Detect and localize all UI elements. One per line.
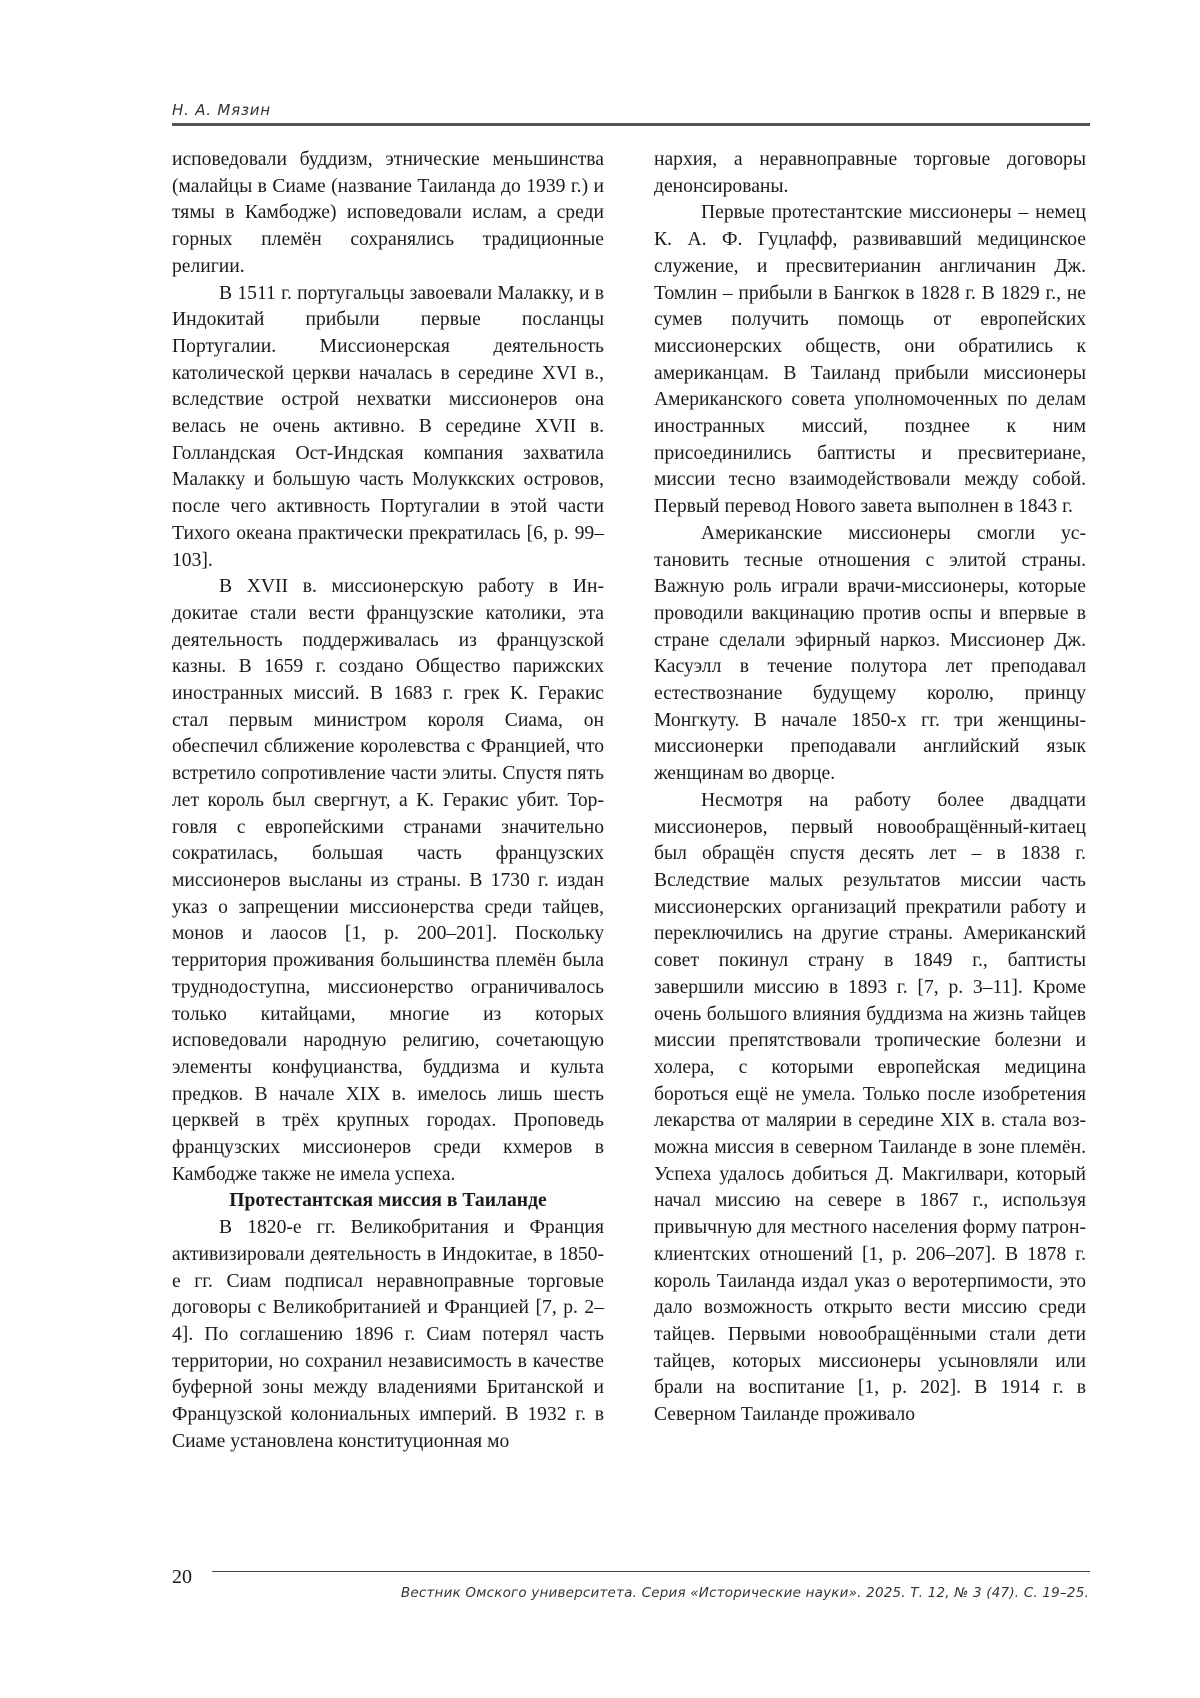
left-column — [172, 147, 604, 1455]
right-paragraph-4: Несмотря на работу более двадцати миссионеров, первый новообращённый-китаец был обращён спустя десять лет – в 1838 г. Вследствие малых результатов миссии часть миссионерских организаций прекратили работу и переключились на другие страны. Американский совет покинул страну в 1849 г., баптисты завершили миссию в 1893 г. [7, р. 3–11]. Кроме очень большого влияния буддизма на жизнь тайцев миссии препятствовали тропические болезни и холера, с которыми европейская медицина бороться ещё не умела. Только после изобретения лекарства от малярии в середине XIX в. стала возможна миссия в северном Таиланде в зоне племён. Успеха удалось добиться Д. Макгилвари, который начал миссию на севере в 1867 г., используя привычную для местного населения форму патрон-клиентских отношений [1, р. 206–207]. В 1878 г. король Таиланда издал указ о веротерпимости, это дало возможность открыто вести миссию среди тайцев. Первыми новообращёнными стали дети тайцев, которых миссионеры усыновляли или брали на воспитание [1, р. 202]. В 1914 г. в Северном Таиланде проживало — [654, 789, 1086, 1426]
right-column — [654, 147, 1086, 1429]
footer-rule — [212, 1571, 1090, 1572]
left-paragraph-2: В 1511 г. португальцы завоевали Малакку, и в Индокитай прибыли первые посланцы Португалии. Миссионерская деятельность католической церкви началась в середине XVI в., вследствие острой нехватки миссионеров она велась не очень активно. В середине XVII в. Голландская Ост-Индская компания захватила Малакку и большую часть Молуккских островов, после чего активность Португалии в этой части Тихого океана практически прекратилась [6, р. 99–103]. — [172, 282, 604, 571]
page-number: 20 — [172, 1566, 192, 1588]
running-head-author: Н. А. Мязин — [172, 101, 271, 119]
left-paragraph-1: исповедовали буддизм, этнические меньшинства (малайцы в Сиаме (название Таиланда до 1939 г.) и тямы в Камбодже) исповедовали ислам, а среди горных племён сохранялись традиционные религии. — [172, 149, 604, 277]
header-rule — [172, 123, 1090, 126]
section-heading: Протестантская миссия в Таиланде — [229, 1190, 547, 1212]
left-paragraph-4: В 1820-е гг. Великобритания и Франция активизировали деятельность в Индокитае, в 1850-е гг. Сиам подписал неравноправные торговые договоры с Великобританией и Францией [7, р. 2–4]. По соглашению 1896 г. Сиам потерял часть территории, но сохранил независимость в качестве буферной зоны между владениями Британской и Французской колониальных империй. В 1932 г. в Сиаме установлена конституционная мо — [172, 1217, 604, 1452]
left-paragraph-3: В XVII в. миссионерскую работу в Индокитае стали вести французские католики, эта деятельность поддерживалась из французской казны. В 1659 г. создано Общество парижских иностранных миссий. В 1683 г. грек К. Геракис стал первым министром короля Сиама, он обеспечил сближение королевства с Францией, что встретило сопротивление части элиты. Спустя пять лет король был свергнут, а К. Геракис убит. Торговля с европейскими странами значительно сократилась, большая часть французских миссионеров высланы из страны. В 1730 г. издан указ о запрещении миссионерства среди тайцев, монов и лаосов [1, р. 200–201]. Поскольку территория проживания большинства племён была труднодоступна, миссионерство ограничивалось только китайцами, многие из которых исповедовали народную религию, сочетающую элементы конфуцианства, буддизма и культа предков. В начале XIX в. имелось лишь шесть церквей в трёх крупных городах. Проповедь французских миссионеров среди кхмеров в Камбодже также не имела успеха. — [172, 576, 604, 1185]
right-paragraph-2: Первые протестантские миссионеры – немец К. А. Ф. Гуцлафф, развивавший медицинское служение, и пресвитерианин англичанин Дж. Томлин – прибыли в Бангкок в 1828 г. В 1829 г., не сумев получить помощь от европейских миссионерских обществ, они обратились к американцам. В Таиланд прибыли миссионеры Американского совета уполномоченных по делам иностранных миссий, позднее к ним присоединились баптисты и пресвитериане, миссии тесно взаимодействовали между собой. Первый перевод Нового завета выполнен в 1843 г. — [654, 202, 1086, 518]
journal-citation: Вестник Омского университета. Серия «Исторические науки». 2025. Т. 12, № 3 (47). С. 19–25. — [400, 1585, 1089, 1601]
right-paragraph-1: нархия, а неравноправные торговые договоры денонсированы. — [654, 149, 1086, 197]
right-paragraph-3: Американские миссионеры смогли установить тесные отношения с элитой страны. Важную роль играли врачи-миссионеры, которые проводили вакцинацию против оспы и впервые в стране сделали эфирный наркоз. Миссионер Дж. Касуэлл в течение полутора лет преподавал естествознание будущему королю, принцу Монгкуту. В начале 1850-х гг. три женщины-миссионерки преподавали английский язык женщинам во дворце. — [654, 522, 1086, 785]
